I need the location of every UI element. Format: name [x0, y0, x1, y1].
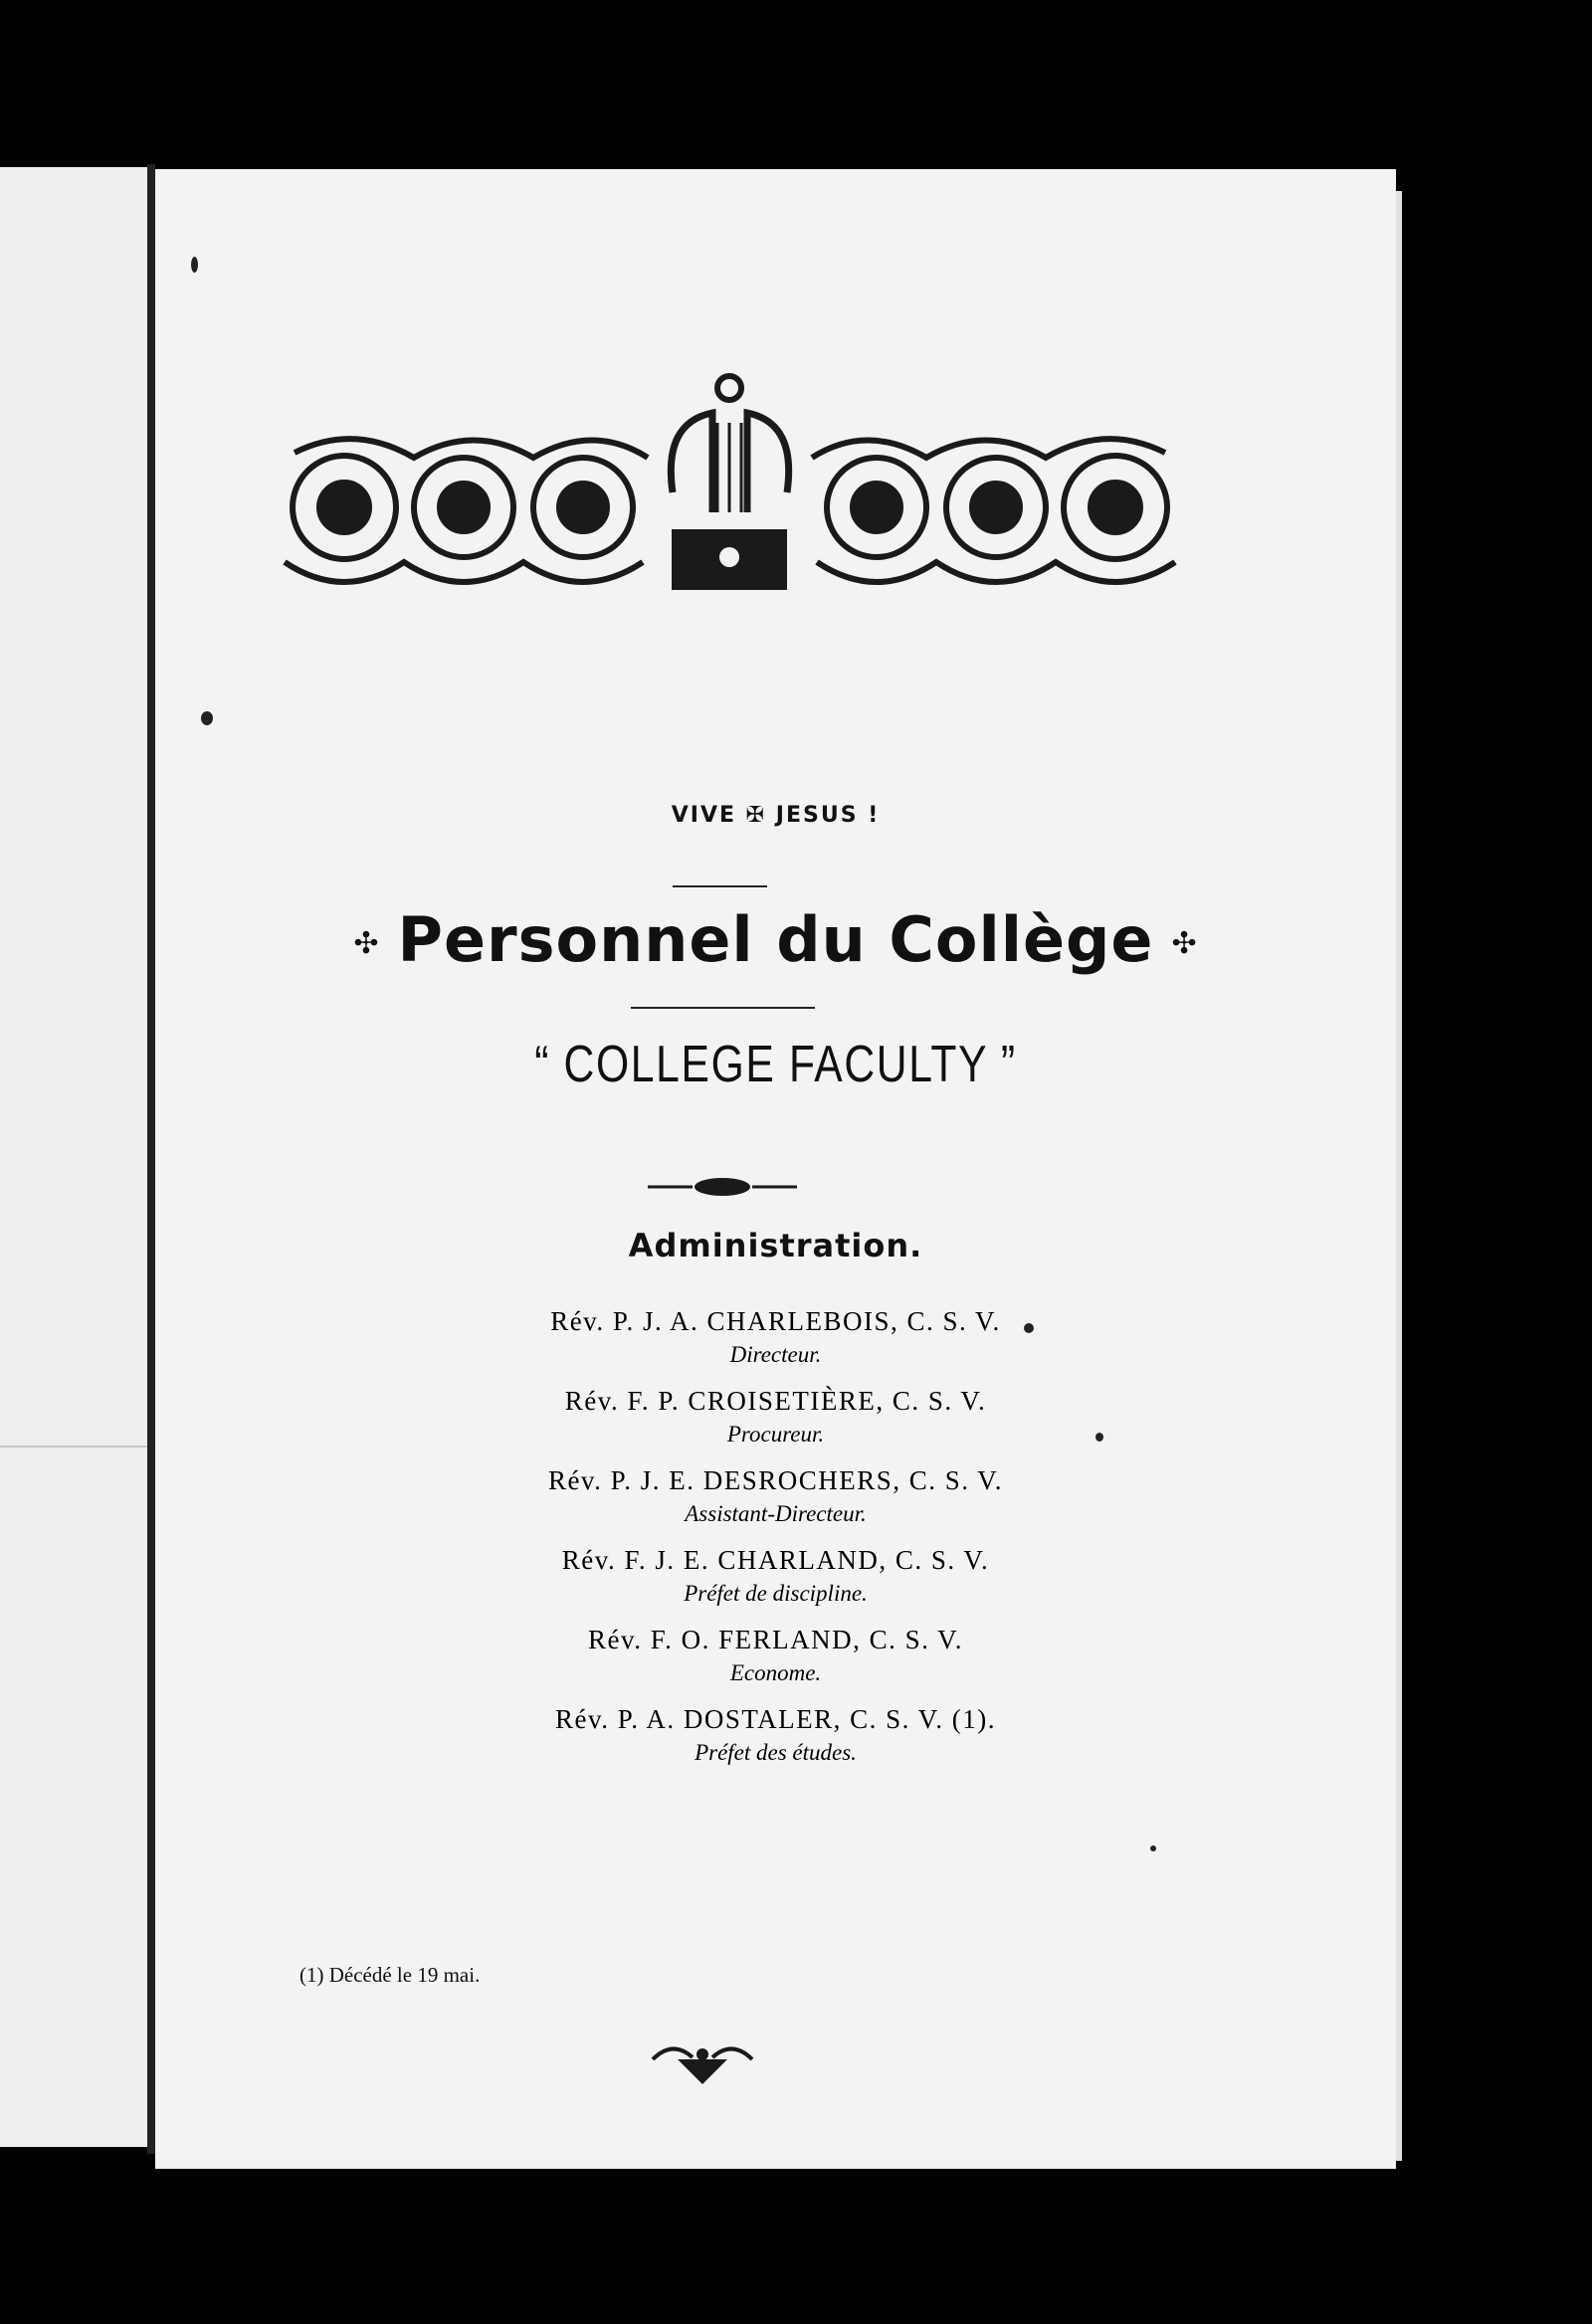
member-name: Rév. F. P. CROISETIÈRE, C. S. V. [564, 1386, 987, 1416]
staff-member [155, 1298, 1396, 1378]
member-name: Rév. P. A. DOSTALER, C. S. V. (1). [555, 1704, 996, 1734]
staff-member [155, 1537, 1396, 1617]
staff-member [155, 1617, 1396, 1696]
member-role: Préfet des études. [695, 1740, 857, 1765]
title-text: Personnel du Collège [397, 903, 1154, 976]
member-role: Directeur. [729, 1342, 822, 1367]
scan-speck [191, 257, 198, 273]
staff-list [155, 1298, 1396, 1776]
book-spine [147, 164, 155, 2154]
member-role: Procureur. [726, 1422, 825, 1447]
scan-speck [1150, 1845, 1156, 1851]
member-role: Econome. [729, 1660, 822, 1685]
section-heading: Administration. [628, 1227, 923, 1264]
member-name: Rév. F. O. FERLAND, C. S. V. [588, 1625, 963, 1654]
fleuron-icon: ✣ [1171, 926, 1198, 962]
divider-medium [631, 1007, 815, 1009]
member-name: Rév. P. J. A. CHARLEBOIS, C. S. V. [550, 1306, 1001, 1336]
staff-member [155, 1378, 1396, 1457]
document-page [155, 169, 1396, 2169]
fleuron-icon: ✣ [353, 926, 380, 962]
staff-member [155, 1696, 1396, 1776]
member-role: Assistant-Directeur. [685, 1501, 867, 1526]
staff-member [155, 1457, 1396, 1537]
page-edge [1396, 191, 1402, 2161]
page-title [155, 903, 1396, 976]
divider-short [673, 885, 767, 887]
scan-speck [201, 711, 213, 725]
member-name: Rév. P. J. E. DESROCHERS, C. S. V. [547, 1465, 1004, 1495]
scan-speck [1024, 1323, 1034, 1333]
header-ornament [265, 363, 1195, 607]
motto: VIVE ✠ JESUS ! [671, 803, 881, 828]
subtitle: “ COLLEGE FACULTY ” [534, 1036, 1017, 1093]
scan-speck [1095, 1433, 1103, 1442]
member-role: Préfet de discipline. [684, 1581, 868, 1606]
member-name: Rév. F. J. E. CHARLAND, C. S. V. [561, 1545, 990, 1575]
page-crease [0, 1446, 147, 1448]
adjacent-page-fragment [0, 167, 147, 2147]
footnote: (1) Décédé le 19 mai. [299, 1963, 481, 1987]
tailpiece-ornament-icon [648, 2039, 757, 2089]
divider-swirl-icon [648, 1172, 797, 1202]
